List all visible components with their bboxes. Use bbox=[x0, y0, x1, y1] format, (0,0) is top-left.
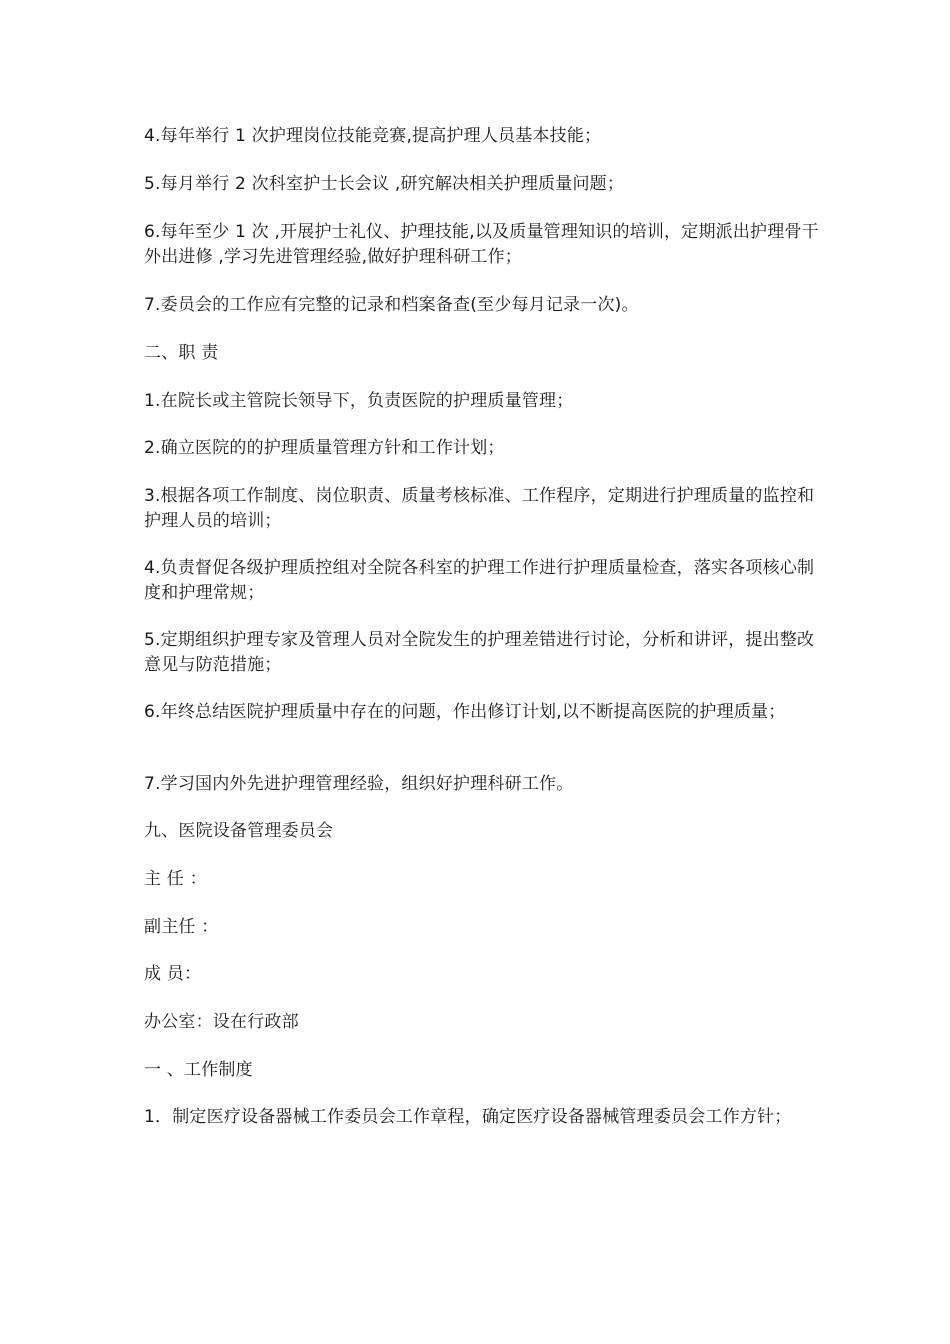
field-director: 主 任 ： bbox=[144, 869, 207, 889]
section-heading-work-system: 一 、工作制度 bbox=[144, 1060, 253, 1080]
paragraph-duty-4: 4.负责督促各级护理质控组对全院各科室的护理工作进行护理质量检查，落实各项核心制度和护理常规； bbox=[144, 558, 815, 603]
section-heading-duties: 二、职 责 bbox=[144, 343, 219, 363]
paragraph-duty-7: 7.学习国内外先进护理管理经验，组织好护理科研工作。 bbox=[144, 774, 574, 794]
paragraph-duty-5: 5.定期组织护理专家及管理人员对全院发生的护理差错进行讨论，分析和讲评，提出整改意见与防范措施； bbox=[144, 630, 815, 675]
field-office: 办公室：设在行政部 bbox=[144, 1012, 299, 1032]
paragraph-annual-skills-competition: 4.每年举行 1 次护理岗位技能竞赛,提高护理人员基本技能； bbox=[144, 126, 602, 146]
paragraph-work-system-1: 1．制定医疗设备器械工作委员会工作章程，确定医疗设备器械管理委员会工作方针； bbox=[144, 1107, 792, 1127]
paragraph-duty-2: 2.确立医院的的护理质量管理方针和工作计划； bbox=[144, 438, 505, 458]
paragraph-committee-records: 7.委员会的工作应有完整的记录和档案备查(至少每月记录一次)。 bbox=[144, 295, 639, 315]
paragraph-monthly-head-nurse-meeting: 5.每月举行 2 次科室护士长会议 ,研究解决相关护理质量问题； bbox=[144, 174, 625, 194]
paragraph-annual-training: 6.每年至少 1 次 ,开展护士礼仪、护理技能,以及质量管理知识的培训，定期派出护理骨干外出进修 ,学习先进管理经验,做好护理科研工作； bbox=[144, 222, 819, 267]
field-members: 成 员： bbox=[144, 964, 202, 984]
field-deputy-director: 副主任 ： bbox=[144, 917, 219, 937]
section-heading-equipment-committee: 九、医院设备管理委员会 bbox=[144, 821, 334, 841]
paragraph-duty-6: 6.年终总结医院护理质量中存在的问题，作出修订计划,以不断提高医院的护理质量； bbox=[144, 702, 786, 722]
paragraph-duty-1: 1.在院长或主管院长领导下，负责医院的护理质量管理； bbox=[144, 391, 574, 411]
paragraph-duty-3: 3.根据各项工作制度、岗位职责、质量考核标准、工作程序，定期进行护理质量的监控和护理人员的培训； bbox=[144, 486, 815, 531]
